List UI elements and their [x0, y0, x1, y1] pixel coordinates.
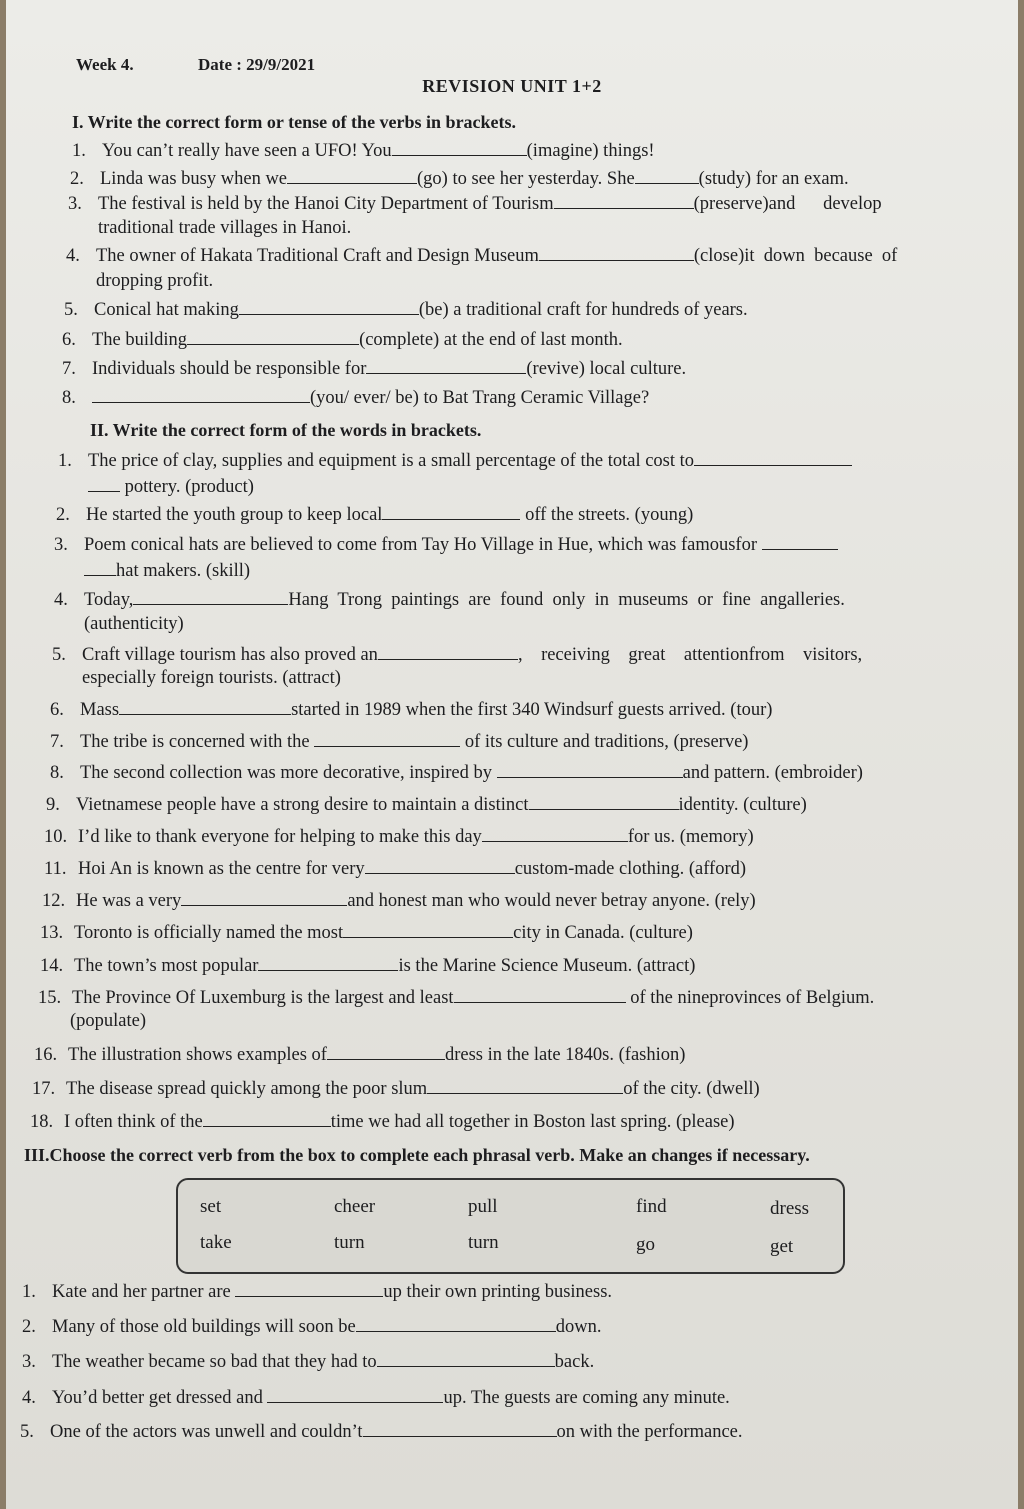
s2-item-7: 7. The tribe is concerned with the of its culture and traditions, (preserve) — [50, 732, 749, 752]
answer-blank[interactable] — [84, 559, 116, 576]
s2-item-16: 16. The illustration shows examples of dress in the late 1840s. (fashion) — [34, 1045, 686, 1065]
answer-blank[interactable] — [529, 793, 679, 810]
s2-item-11: 11. Hoi An is known as the centre for very custom-made clothing. (afford) — [44, 859, 747, 879]
s1-item-4-cont: dropping profit. — [96, 271, 214, 291]
s1-item-3-cont: traditional trade villages in Hanoi. — [98, 218, 352, 238]
s1-item-7: 7. Individuals should be responsible for (revive) local culture. — [62, 359, 687, 379]
verb-word: get — [770, 1236, 794, 1257]
s2-item-9: 9. Vietnamese people have a strong desire to maintain a distinct identity. (culture) — [46, 795, 807, 815]
s2-item-4: 4. Today, Hang Trong paintings are found only in museums or fine angalleries. — [54, 590, 845, 610]
answer-blank[interactable] — [363, 1420, 557, 1437]
answer-blank[interactable] — [762, 533, 838, 550]
worksheet-page — [6, 0, 1018, 1509]
verb-word: dress — [770, 1198, 810, 1219]
week-label: Week 4. — [76, 55, 134, 74]
s1-item-3: 3. The festival is held by the Hanoi City Department of Tourism (preserve)and develop — [68, 194, 882, 214]
answer-blank[interactable] — [377, 1350, 555, 1367]
answer-blank[interactable] — [258, 954, 398, 971]
answer-blank[interactable] — [314, 730, 460, 747]
s3-item-3: 3. The weather became so bad that they had to back. — [22, 1352, 595, 1372]
s2-item-4-cont: (authenticity) — [84, 614, 184, 634]
s2-item-5: 5. Craft village tourism has also proved an , receiving great attentionfrom visitors, — [52, 645, 863, 665]
s2-item-1: 1. The price of clay, supplies and equipment is a small percentage of the total cost to — [58, 449, 852, 473]
answer-blank[interactable] — [88, 475, 120, 492]
answer-blank[interactable] — [133, 588, 288, 605]
answer-blank[interactable] — [497, 761, 683, 778]
answer-blank[interactable] — [187, 328, 359, 345]
s2-item-1-cont: pottery. (product) — [88, 475, 254, 498]
page-title: REVISION UNIT 1+2 — [422, 76, 602, 96]
answer-blank[interactable] — [366, 357, 526, 374]
answer-blank[interactable] — [694, 449, 852, 466]
verb-box — [176, 1178, 845, 1274]
s1-item-6: 6. The building (complete) at the end of last month. — [62, 330, 623, 350]
s2-item-12: 12. He was a very and honest man who would never betray anyone. (rely) — [42, 891, 756, 911]
s2-item-8: 8. The second collection was more decorative, inspired by and pattern. (embroider) — [50, 763, 863, 783]
s3-item-4: 4. You’d better get dressed and up. The guests are coming any minute. — [22, 1388, 730, 1408]
s3-item-5: 5. One of the actors was unwell and couldn’t on with the performance. — [20, 1422, 743, 1442]
s2-item-5-cont: especially foreign tourists. (attract) — [82, 668, 341, 688]
s1-item-8: 8. (you/ ever/ be) to Bat Trang Ceramic Village? — [62, 388, 650, 408]
answer-blank[interactable] — [287, 167, 417, 184]
answer-blank[interactable] — [181, 889, 347, 906]
date-label: Date : 29/9/2021 — [198, 55, 316, 74]
answer-blank[interactable] — [92, 386, 310, 403]
s2-item-15-cont: (populate) — [70, 1011, 147, 1031]
s1-item-1: 1. You can’t really have seen a UFO! You (imagine) things! — [72, 141, 655, 161]
answer-blank[interactable] — [382, 503, 520, 520]
answer-blank[interactable] — [235, 1280, 383, 1297]
verb-word: take — [200, 1232, 232, 1253]
s2-item-17: 17. The disease spread quickly among the poor slum of the city. (dwell) — [32, 1079, 760, 1099]
section-1-heading: I. Write the correct form or tense of the verbs in brackets. — [72, 112, 517, 132]
verb-word: turn — [468, 1232, 499, 1253]
s2-item-14: 14. The town’s most popular is the Marine Science Museum. (attract) — [40, 956, 696, 976]
s2-item-13: 13. Toronto is officially named the most city in Canada. (culture) — [40, 923, 693, 943]
answer-blank[interactable] — [427, 1077, 623, 1094]
answer-blank[interactable] — [119, 698, 291, 715]
answer-blank[interactable] — [392, 139, 527, 156]
answer-blank[interactable] — [539, 244, 694, 261]
verb-word: cheer — [334, 1196, 376, 1217]
answer-blank[interactable] — [267, 1386, 443, 1403]
s2-item-3-cont: hat makers. (skill) — [84, 559, 250, 582]
answer-blank[interactable] — [327, 1043, 445, 1060]
answer-blank[interactable] — [365, 857, 515, 874]
answer-blank[interactable] — [239, 298, 419, 315]
s2-item-6: 6. Mass started in 1989 when the first 340 Windsurf guests arrived. (tour) — [50, 700, 773, 720]
verb-word: set — [200, 1196, 222, 1217]
verb-word: go — [636, 1234, 655, 1255]
section-2-heading: II. Write the correct form of the words in brackets. — [90, 420, 482, 440]
s1-item-2: 2. Linda was busy when we (go) to see her yesterday. She (study) for an exam. — [70, 169, 849, 189]
answer-blank[interactable] — [454, 986, 626, 1003]
s3-item-2: 2. Many of those old buildings will soon be down. — [22, 1317, 602, 1337]
verb-word: turn — [334, 1232, 365, 1253]
answer-blank[interactable] — [554, 192, 694, 209]
answer-blank[interactable] — [378, 643, 518, 660]
s2-item-3: 3. Poem conical hats are believed to come from Tay Ho Village in Hue, which was famousfor — [54, 533, 838, 557]
answer-blank[interactable] — [356, 1315, 556, 1332]
section-3-heading: III.Choose the correct verb from the box to complete each phrasal verb. Make an changes if necessary. — [24, 1145, 810, 1165]
s2-item-18: 18. I often think of the time we had all together in Boston last spring. (please) — [30, 1112, 735, 1132]
verb-word: pull — [468, 1196, 498, 1217]
answer-blank[interactable] — [203, 1110, 331, 1127]
s1-item-4: 4. The owner of Hakata Traditional Craft and Design Museum (close)it down because of — [66, 246, 898, 266]
answer-blank[interactable] — [482, 825, 628, 842]
answer-blank[interactable] — [343, 921, 513, 938]
s2-item-15: 15. The Province Of Luxemburg is the largest and least of the nineprovinces of Belgium. — [38, 988, 875, 1008]
s1-item-5: 5. Conical hat making (be) a traditional craft for hundreds of years. — [64, 300, 748, 320]
verb-word: find — [636, 1196, 667, 1217]
s3-item-1: 1. Kate and her partner are up their own printing business. — [22, 1282, 613, 1302]
s2-item-10: 10. I’d like to thank everyone for helping to make this day for us. (memory) — [44, 827, 754, 847]
answer-blank[interactable] — [635, 167, 699, 184]
s2-item-2: 2. He started the youth group to keep local off the streets. (young) — [56, 505, 694, 525]
